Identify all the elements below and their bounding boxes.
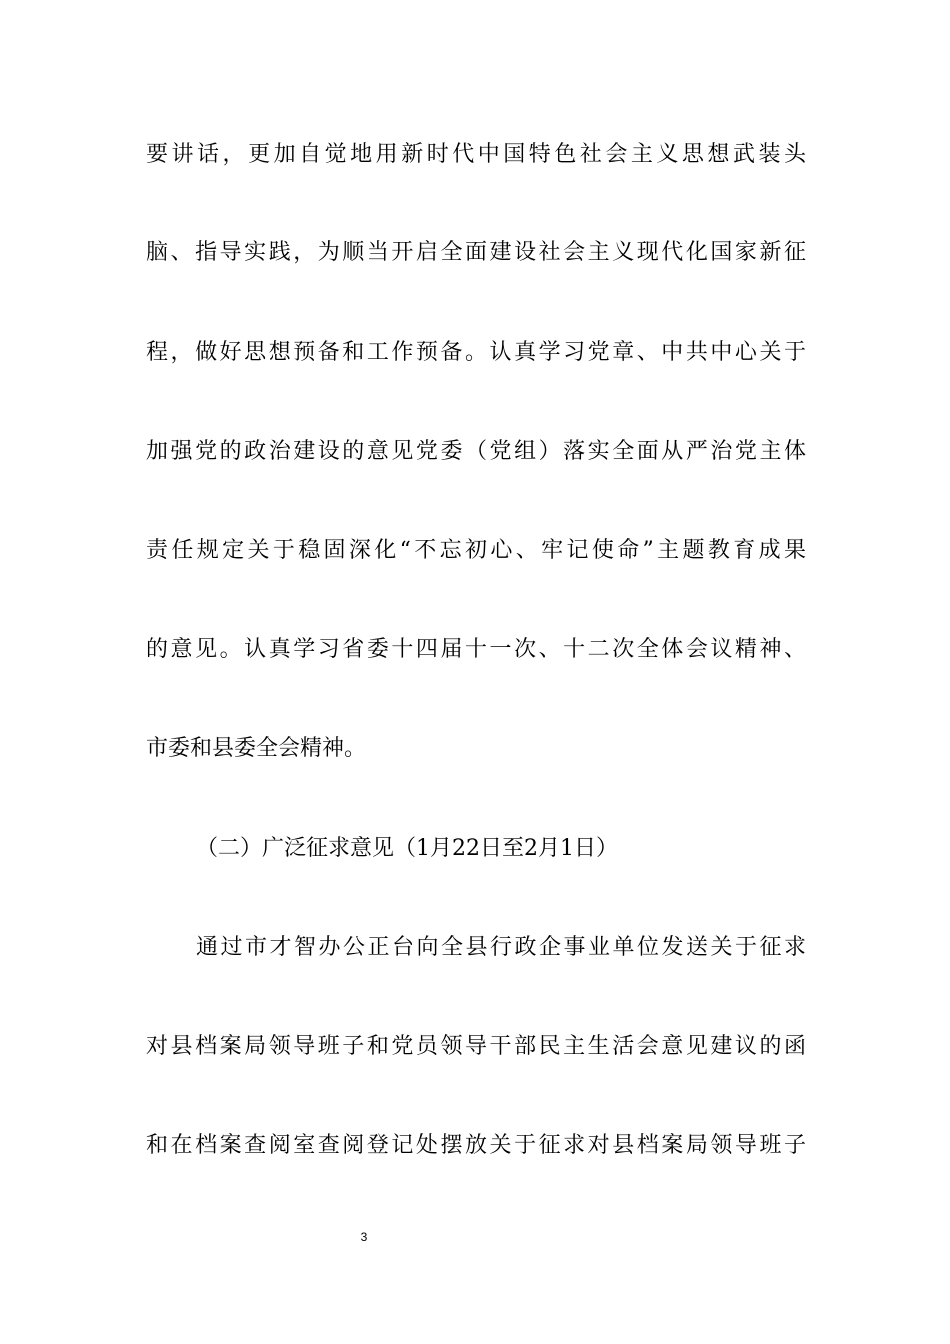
- body-text-line: 责任规定关于稳固深化“不忘初心、牢记使命”主题教育成果: [146, 538, 806, 563]
- body-text-line: 要讲话，更加自觉地用新时代中国特色社会主义思想武装头: [146, 142, 806, 167]
- body-text-line: 对县档案局领导班子和党员领导干部民主生活会意见建议的函: [146, 1034, 806, 1059]
- page-number: 3: [360, 1230, 368, 1244]
- body-text-line: 程，做好思想预备和工作预备。认真学习党章、中共中心关于: [146, 340, 806, 365]
- section-heading: （二）广泛征求意见（1月22日至2月1日）: [196, 836, 618, 861]
- body-text-line: 加强党的政治建设的意见党委（党组）落实全面从严治党主体: [146, 439, 806, 464]
- body-text-line: 的意见。认真学习省委十四届十一次、十二次全体会议精神、: [146, 637, 806, 662]
- body-text-line: 通过市才智办公正台向全县行政企事业单位发送关于征求: [196, 935, 806, 960]
- body-text-line: 市委和县委全会精神。: [146, 736, 367, 761]
- body-text-line: 和在档案查阅室查阅登记处摆放关于征求对县档案局领导班子: [146, 1133, 806, 1158]
- body-text-line: 脑、指导实践，为顺当开启全面建设社会主义现代化国家新征: [146, 240, 806, 265]
